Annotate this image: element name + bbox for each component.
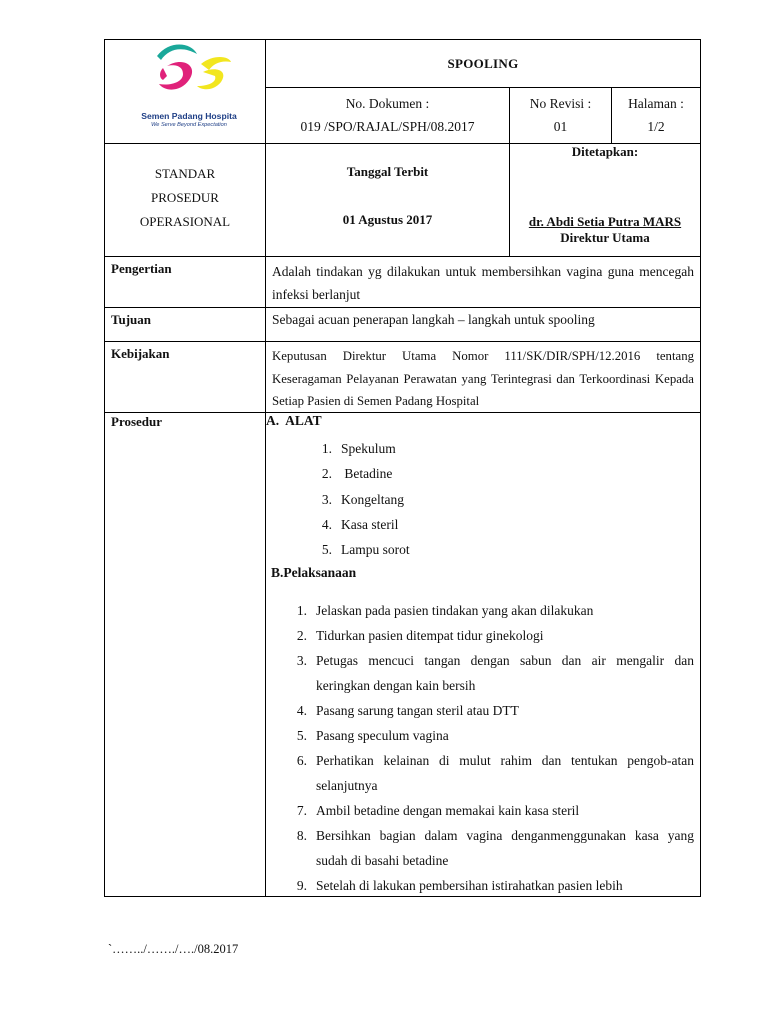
no-dokumen-cell	[266, 88, 510, 144]
pelaksanaan-item: 4. Pasang sarung tangan steril atau DTT	[296, 703, 519, 718]
hospital-logo	[117, 40, 267, 102]
prosedur-content-cell	[266, 413, 701, 897]
alat-item: 4. Kasa steril	[321, 516, 399, 532]
prosedur-label-cell	[104, 413, 266, 897]
tujuan-label: Tujuan	[111, 312, 151, 327]
prosedur-label: Prosedur	[111, 414, 163, 429]
sop-line-2: PROSEDUR	[151, 190, 219, 205]
pengertian-content-cell	[266, 257, 701, 308]
tanggal-terbit-label: Tanggal Terbit	[346, 164, 429, 179]
ditetapkan-label: Ditetapkan:	[571, 144, 639, 159]
document-title-cell	[266, 39, 701, 88]
pelaksanaan-item: 7. Ambil betadine dengan memakai kain kasa steril	[296, 803, 580, 818]
halaman-value: 1/2	[647, 119, 665, 134]
no-revisi-value: 01	[553, 119, 568, 134]
footer-date: `……../……./…./08.2017	[108, 942, 239, 956]
logo-name: Semen Padang Hospita	[141, 111, 237, 121]
signer-name: dr. Abdi Setia Putra MARS	[528, 214, 682, 229]
alat-item: 2. Betadine	[321, 466, 393, 482]
alat-item: 1. Spekulum	[321, 441, 396, 456]
kebijakan-content-cell	[266, 342, 701, 413]
no-revisi-cell	[510, 88, 612, 144]
no-dokumen-label: No. Dokumen :	[345, 96, 430, 111]
pengertian-label-cell	[104, 257, 266, 308]
pengertian-text: Adalah tindakan yg dilakukan untuk membersihkan vagina guna mencegah infeksi berlanjut	[272, 264, 694, 302]
tujuan-content-cell	[266, 308, 701, 342]
pelaksanaan-item: 3. Petugas mencuci tangan dengan sabun dan air mengalir dan keringkan dengan kain bersih	[296, 653, 694, 693]
ditetapkan-cell	[510, 144, 701, 257]
pengertian-label: Pengertian	[111, 261, 172, 276]
pelaksanaan-item: 9. Setelah di lakukan pembersihan istirahatkan pasien lebih	[296, 878, 623, 893]
halaman-cell	[612, 88, 701, 144]
pelaksanaan-item: 1. Jelaskan pada pasien tindakan yang akan dilakukan	[296, 603, 594, 618]
pelaksanaan-item: 6. Perhatikan kelainan di mulut rahim dan tentukan pengob-atan selanjutnya	[296, 753, 694, 793]
pelaksanaan-item: 8. Bersihkan bagian dalam vagina denganmenggunakan kasa yang sudah di basahi betadine	[296, 828, 694, 868]
signer-title: Direktur Utama	[560, 230, 650, 245]
no-revisi-label: No Revisi :	[529, 96, 592, 111]
pelaksanaan-item: 2. Tidurkan pasien ditempat tidur ginekologi	[296, 628, 544, 643]
kebijakan-label: Kebijakan	[111, 346, 170, 361]
alat-heading: A. ALAT	[266, 413, 322, 428]
sop-line-3: OPERASIONAL	[139, 214, 231, 229]
kebijakan-label-cell	[104, 342, 266, 413]
alat-list	[310, 436, 510, 562]
document-title: SPOOLING	[447, 56, 519, 71]
tujuan-label-cell	[104, 308, 266, 342]
kebijakan-text: Keputusan Direktur Utama Nomor 111/SK/DIR/SPH/12.2016 tentang Keseragaman Pelayanan Perawatan yang Terintegrasi dan Terkoordinasi Kepada Setiap Pasien di Semen Padang Hospital	[272, 349, 694, 408]
logo-tagline: We Serve Beyond Expectation	[151, 122, 227, 128]
no-dokumen-value: 019 /SPO/RAJAL/SPH/08.2017	[300, 119, 475, 134]
sop-title-cell	[104, 144, 266, 257]
halaman-label: Halaman :	[628, 96, 684, 111]
pelaksanaan-list	[285, 598, 694, 897]
logo-cell	[104, 39, 266, 144]
alat-item: 3. Kongeltang	[321, 491, 404, 507]
tanggal-terbit-cell	[266, 144, 510, 257]
alat-item: 5. Lampu sorot	[321, 542, 410, 558]
tanggal-terbit-value: 01 Agustus 2017	[342, 212, 433, 227]
pelaksanaan-heading: B.Pelaksanaan	[271, 565, 357, 580]
tujuan-text: Sebagai acuan penerapan langkah – langkah untuk spooling	[272, 312, 595, 327]
sop-line-1: STANDAR	[154, 166, 216, 181]
pelaksanaan-item: 5. Pasang speculum vagina	[296, 728, 449, 743]
